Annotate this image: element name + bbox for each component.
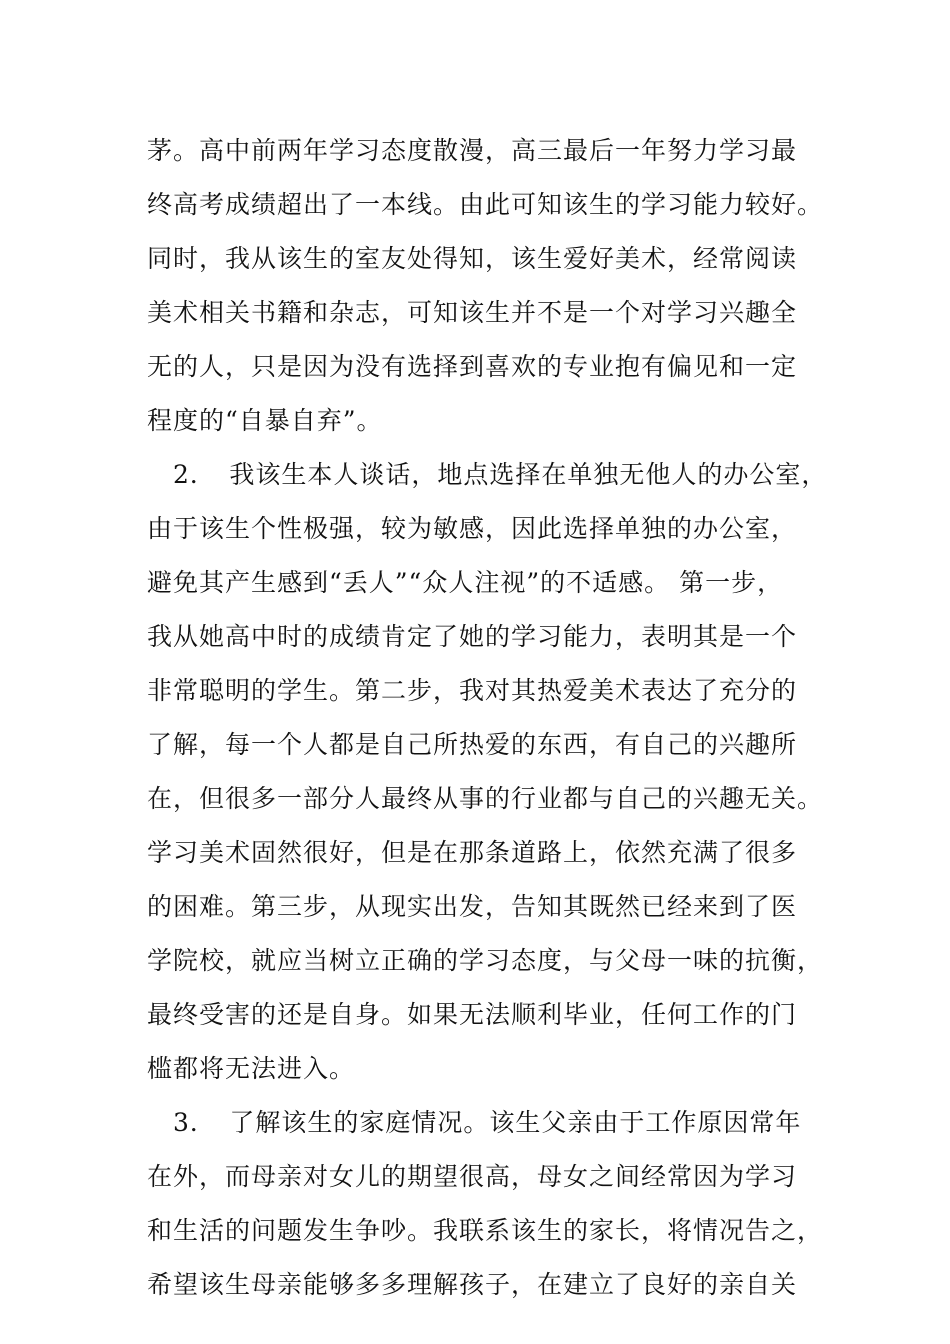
text-line: 我从她高中时的成绩肯定了她的学习能力，表明其是一个 xyxy=(147,622,798,651)
text-line: 学习美术固然很好，但是在那条道路上，依然充满了很多 xyxy=(147,838,798,867)
text-line: 和生活的问题发生争吵。我联系该生的家长，将情况告之， xyxy=(147,1216,824,1245)
text-line: 在外，而母亲对女儿的期望很高，母女之间经常因为学习 xyxy=(147,1162,798,1191)
text-line: 在，但很多一部分人最终从事的行业都与自己的兴趣无关。 xyxy=(147,784,824,813)
text-line: 最终受害的还是自身。如果无法顺利毕业，任何工作的门 xyxy=(147,1000,798,1029)
text-line: 终高考成绩超出了一本线。由此可知该生的学习能力较好。 xyxy=(147,190,824,219)
text-line: 非常聪明的学生。第二步，我对其热爱美术表达了充分的 xyxy=(147,676,798,705)
text-line: 2． 我该生本人谈话，地点选择在单独无他人的办公室， xyxy=(147,460,828,489)
text-line: 槛都将无法进入。 xyxy=(147,1054,356,1083)
text-line: 同时，我从该生的室友处得知，该生爱好美术，经常阅读 xyxy=(147,244,798,273)
text-line: 学院校，就应当树立正确的学习态度，与父母一味的抗衡， xyxy=(147,946,824,975)
text-line: 茅。高中前两年学习态度散漫，高三最后一年努力学习最 xyxy=(147,136,798,165)
text-line: 由于该生个性极强，较为敏感，因此选择单独的办公室， xyxy=(147,514,798,543)
text-line: 了解，每一个人都是自己所热爱的东西，有自己的兴趣所 xyxy=(147,730,798,759)
text-line: 3． 了解该生的家庭情况。该生父亲由于工作原因常年 xyxy=(147,1108,802,1137)
text-line: 避免其产生感到“丢人”“众人注视”的不适感。 第一步， xyxy=(147,568,784,597)
text-line: 美术相关书籍和杂志，可知该生并不是一个对学习兴趣全 xyxy=(147,298,798,327)
text-line: 希望该生母亲能够多多理解孩子，在建立了良好的亲自关 xyxy=(147,1270,798,1299)
text-line: 无的人，只是因为没有选择到喜欢的专业抱有偏见和一定 xyxy=(147,352,798,381)
text-line: 的困难。第三步，从现实出发，告知其既然已经来到了医 xyxy=(147,892,798,921)
text-line: 程度的“自暴自弃”。 xyxy=(147,406,383,435)
